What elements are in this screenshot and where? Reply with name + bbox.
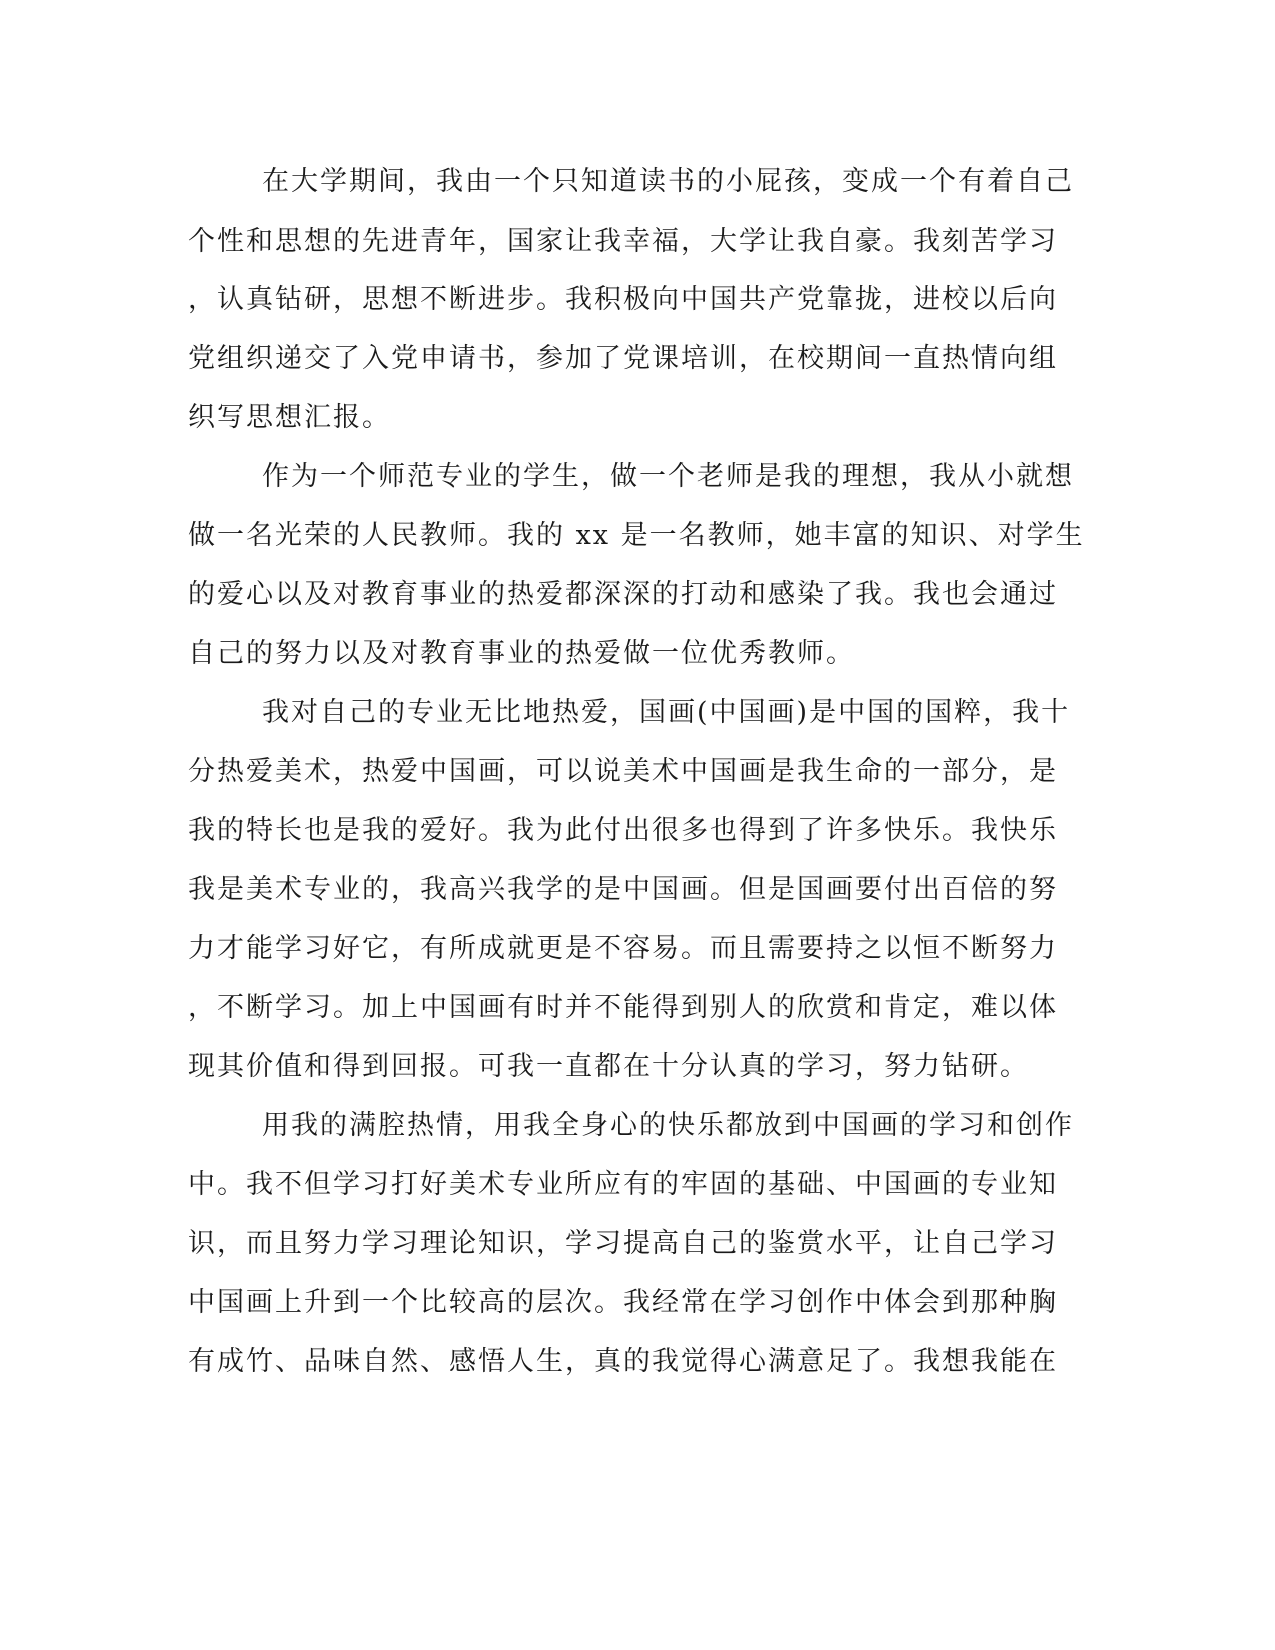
- paragraph-1-line-4: 党组织递交了入党申请书，参加了党课培训，在校期间一直热情向组: [188, 343, 1058, 374]
- paragraph-2-line-2: 做一名光荣的人民教师。我的 xx 是一名教师，她丰富的知识、对学生: [188, 520, 1085, 551]
- paragraph-1-line-5: 织写思想汇报。: [188, 402, 391, 433]
- paragraph-4-line-4: 中国画上升到一个比较高的层次。我经常在学习创作中体会到那种胸: [188, 1287, 1058, 1318]
- paragraph-3-line-5: 力才能学习好它，有所成就更是不容易。而且需要持之以恒不断努力: [188, 933, 1058, 964]
- paragraph-3-line-4: 我是美术专业的，我高兴我学的是中国画。但是国画要付出百倍的努: [188, 874, 1058, 905]
- paragraph-2-line-3: 的爱心以及对教育事业的热爱都深深的打动和感染了我。我也会通过: [188, 579, 1058, 610]
- paragraph-4-line-5: 有成竹、品味自然、感悟人生，真的我觉得心满意足了。我想我能在: [188, 1346, 1058, 1377]
- paragraph-1-line-1: 在大学期间，我由一个只知道读书的小屁孩，变成一个有着自己: [262, 166, 1074, 197]
- paragraph-3-line-3: 我的特长也是我的爱好。我为此付出很多也得到了许多快乐。我快乐: [188, 815, 1058, 846]
- paragraph-3-line-1: 我对自己的专业无比地热爱，国画(中国画)是中国的国粹，我十: [262, 697, 1071, 728]
- paragraph-3-line-6: ，不断学习。加上中国画有时并不能得到别人的欣赏和肯定，难以体: [188, 992, 1058, 1023]
- paragraph-2-line-4: 自己的努力以及对教育事业的热爱做一位优秀教师。: [188, 638, 855, 669]
- paragraph-1-line-2: 个性和思想的先进青年，国家让我幸福，大学让我自豪。我刻苦学习: [188, 226, 1058, 257]
- paragraph-2-line-1: 作为一个师范专业的学生，做一个老师是我的理想，我从小就想: [262, 461, 1074, 492]
- paragraph-4-line-3: 识，而且努力学习理论知识，学习提高自己的鉴赏水平，让自己学习: [188, 1228, 1058, 1259]
- paragraph-3-line-2: 分热爱美术，热爱中国画，可以说美术中国画是我生命的一部分，是: [188, 756, 1058, 787]
- paragraph-3-line-7: 现其价值和得到回报。可我一直都在十分认真的学习，努力钻研。: [188, 1051, 1029, 1082]
- paragraph-1-line-3: ，认真钻研，思想不断进步。我积极向中国共产党靠拢，进校以后向: [188, 284, 1058, 315]
- paragraph-4-line-1: 用我的满腔热情，用我全身心的快乐都放到中国画的学习和创作: [262, 1110, 1074, 1141]
- paragraph-4-line-2: 中。我不但学习打好美术专业所应有的牢固的基础、中国画的专业知: [188, 1169, 1058, 1200]
